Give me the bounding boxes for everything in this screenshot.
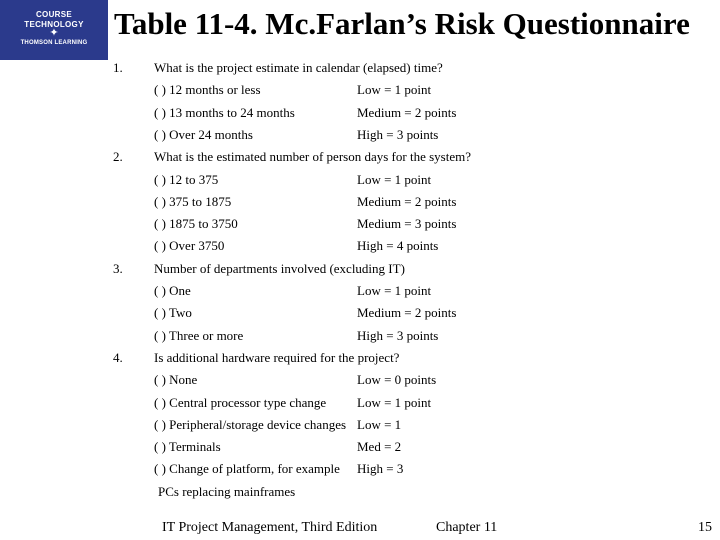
slide-title: Table 11-4. Mc.Farlan’s Risk Questionnaire — [114, 6, 690, 41]
option-choice: ( ) Over 24 months — [154, 126, 253, 142]
option-choice: ( ) Peripheral/storage device changes — [154, 416, 347, 432]
option-score: Medium = 3 points — [357, 216, 457, 232]
question-text: Number of departments involved (excluding IT) — [154, 260, 405, 276]
option-choice: ( ) 375 to 1875 — [154, 193, 232, 209]
option-score: Medium = 2 points — [357, 104, 457, 120]
option-choice: ( ) Change of platform, for example — [154, 461, 340, 477]
footer-book-title: IT Project Management, Third Edition — [162, 520, 378, 535]
option-score: Low = 1 point — [357, 171, 432, 187]
option-score: Low = 1 — [357, 416, 402, 432]
option-choice: ( ) Central processor type change — [154, 394, 327, 410]
option-choice: ( ) 13 months to 24 months — [154, 104, 295, 120]
logo-line-thomson: THOMSON LEARNING — [20, 40, 88, 46]
option-score: High = 3 — [357, 461, 404, 477]
question-number: 3. — [113, 260, 123, 276]
question-number: 4. — [113, 349, 123, 365]
option-score: Low = 1 point — [357, 283, 432, 298]
option-score: High = 3 points — [357, 327, 439, 343]
option-choice: ( ) 1875 to 3750 — [154, 216, 238, 232]
footer-page-number: 15 — [698, 520, 712, 535]
question-text: What is the estimated number of person days for the system? — [154, 149, 471, 165]
footer-chapter: Chapter 11 — [436, 520, 498, 535]
option-score: Low = 0 points — [357, 372, 437, 388]
option-choice: ( ) 12 months or less — [154, 82, 261, 98]
option-score: Medium = 2 points — [357, 305, 457, 321]
option-choice: ( ) Three or more — [154, 327, 244, 343]
option-score: Med = 2 — [357, 439, 402, 455]
option-continuation: PCs replacing mainframes — [158, 483, 296, 499]
option-score: Low = 1 point — [357, 394, 432, 410]
option-choice: ( ) 12 to 375 — [154, 171, 219, 187]
option-score: Low = 1 point — [357, 82, 432, 98]
question-number: 1. — [113, 60, 123, 75]
star-icon: ✦ — [49, 27, 59, 39]
option-score: Medium = 2 points — [357, 193, 457, 209]
question-number: 2. — [113, 149, 123, 165]
logo-line-technology: TECHNOLOGY — [24, 20, 84, 29]
logo-line-course: COURSE — [35, 10, 73, 19]
option-choice: ( ) Two — [154, 305, 192, 321]
option-choice: ( ) One — [154, 283, 191, 298]
option-choice: ( ) Terminals — [154, 439, 221, 455]
question-text: What is the project estimate in calendar (elapsed) time? — [154, 60, 443, 75]
option-choice: ( ) Over 3750 — [154, 238, 225, 254]
option-score: High = 4 points — [357, 238, 439, 254]
option-choice: ( ) None — [154, 372, 198, 388]
option-score: High = 3 points — [357, 126, 439, 142]
question-text: Is additional hardware required for the project? — [154, 349, 400, 365]
